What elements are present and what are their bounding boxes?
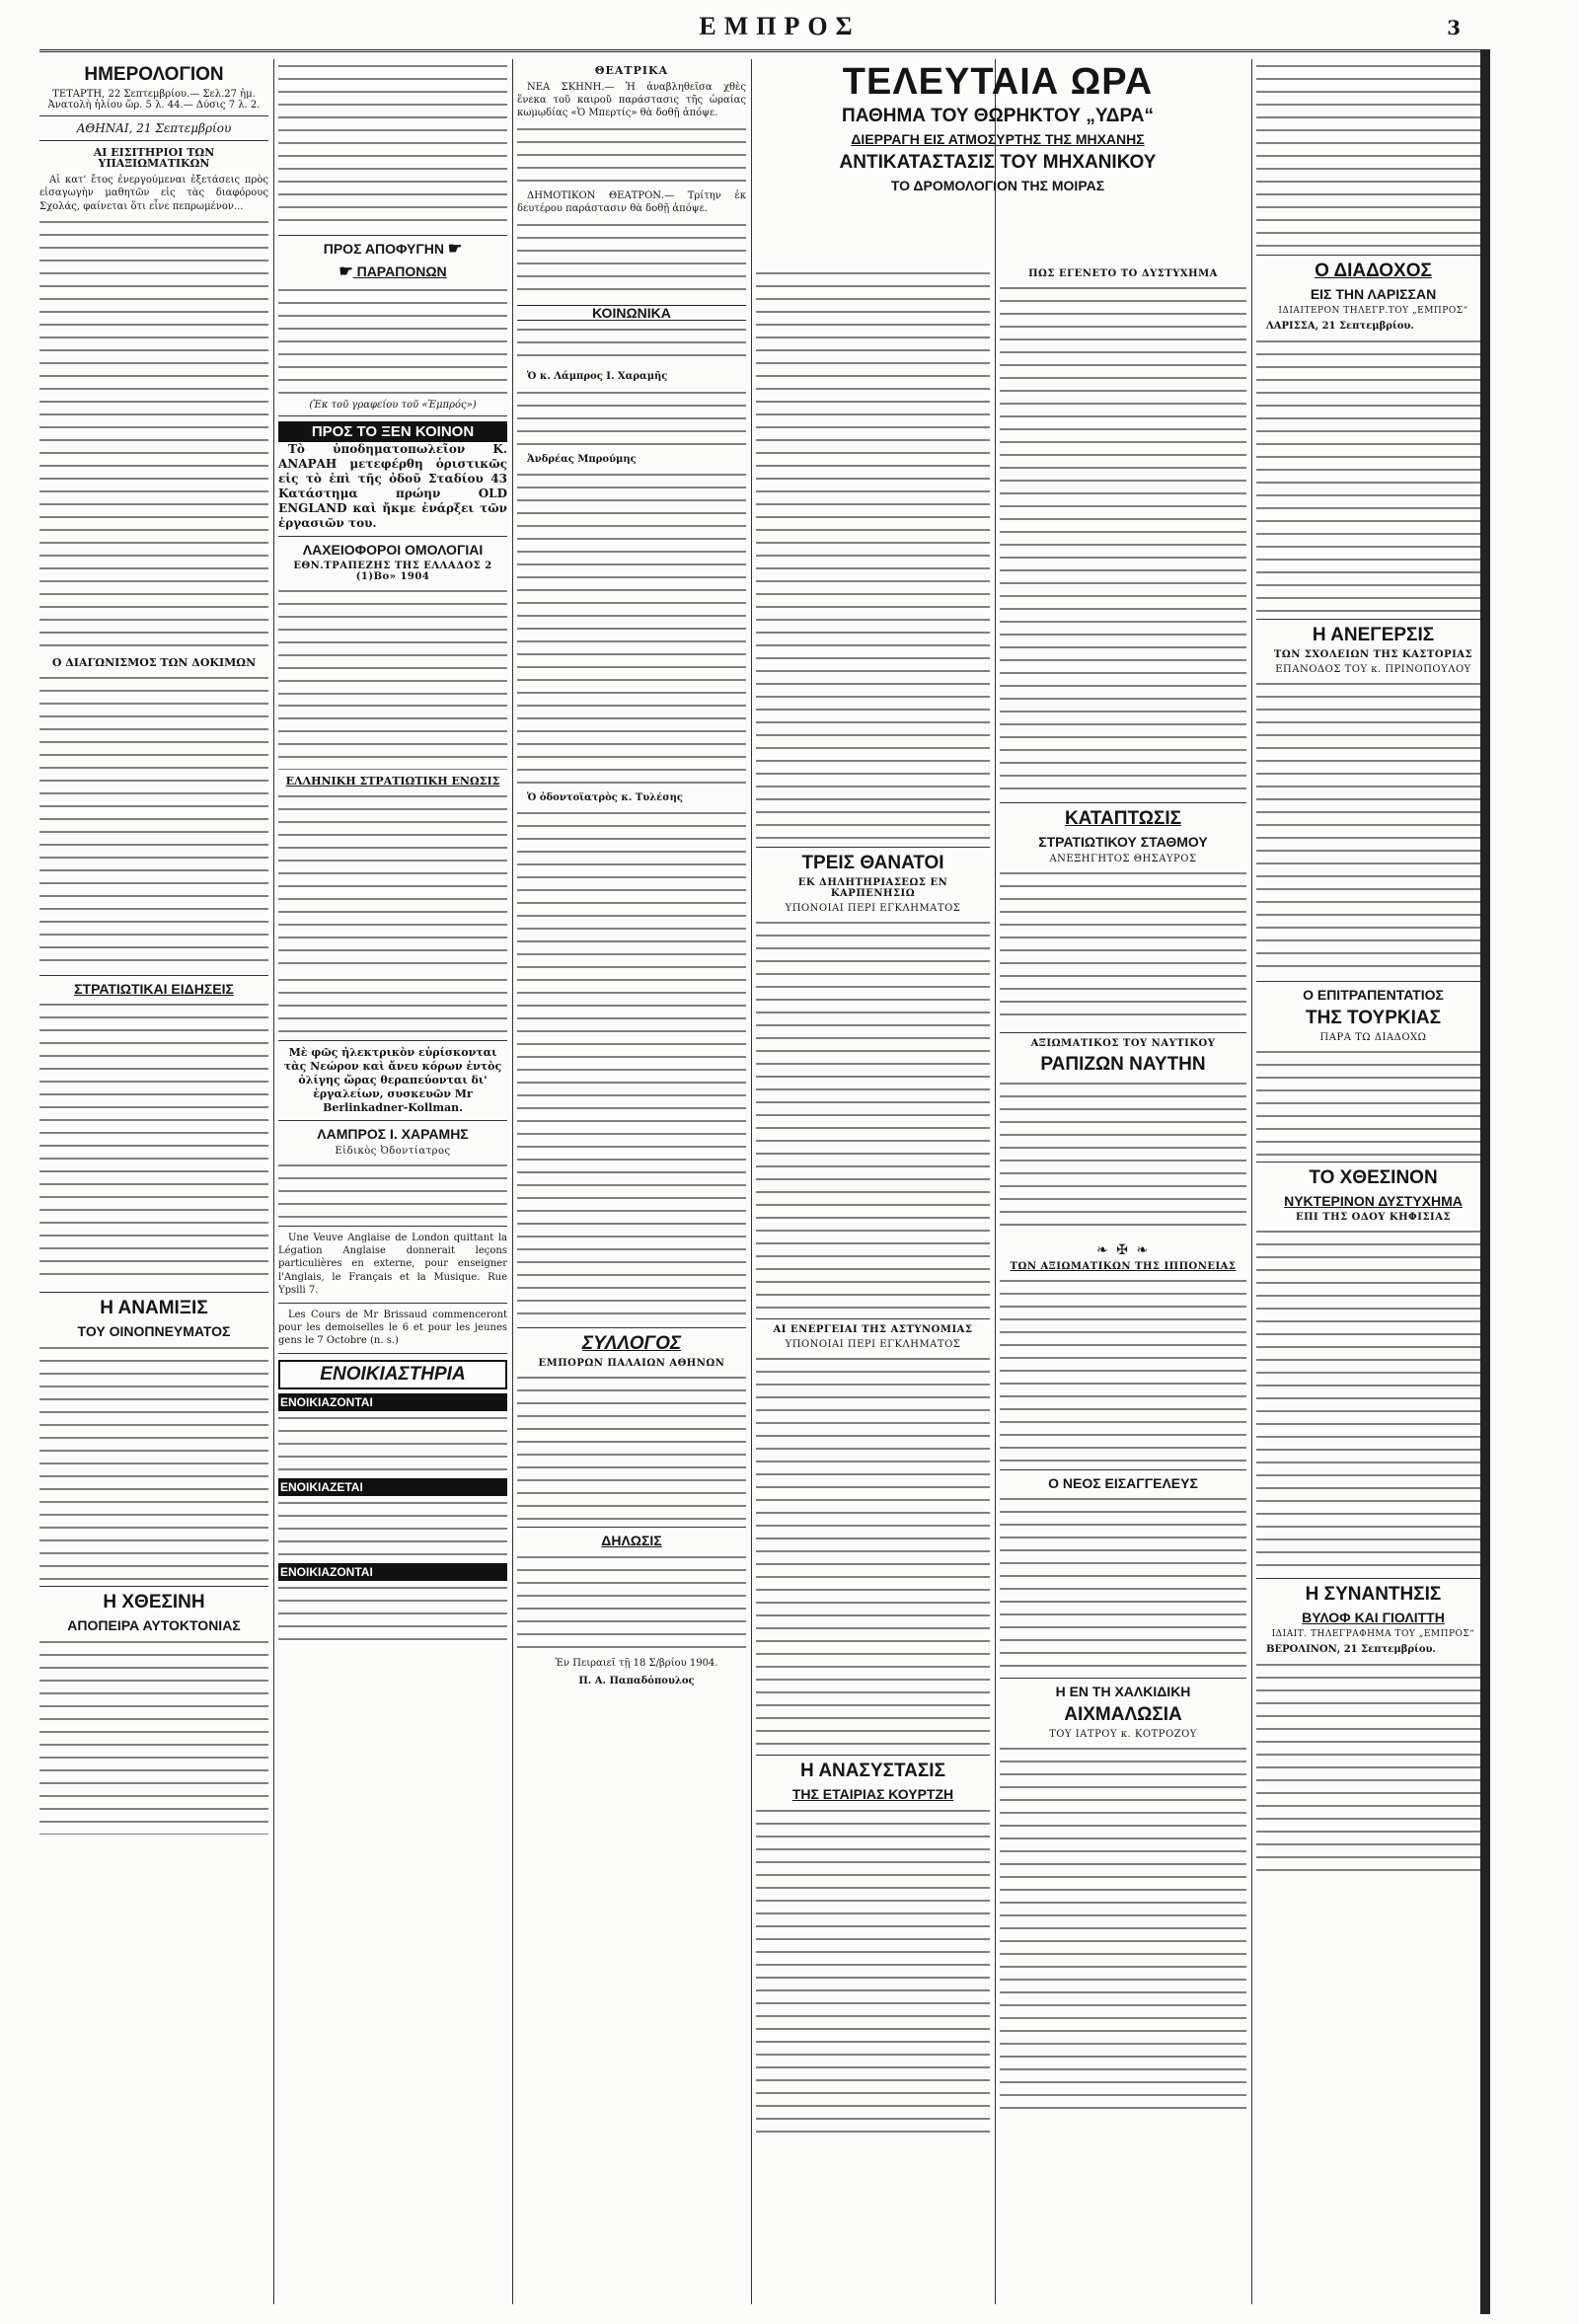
article-body (517, 220, 746, 299)
pointing-hand-icon: ☛ (447, 241, 463, 258)
article-body (517, 325, 746, 364)
article-heading: ΑΙ ΕΝΕΡΓΕΙΑΙ ΤΗΣ ΑΣΤΥΝΟΜΙΑΣ (773, 1323, 973, 1335)
article-heading: ΣΤΡΑΤΙΩΤΙΚΑΙ ΕΙΔΗΣΕΙΣ (74, 980, 234, 997)
article-heading: Ο ΝΕΟΣ ΕΙΣΑΓΓΕΛΕΥΣ (1048, 1474, 1198, 1491)
newspaper-title: ΕΜΠΡΟΣ (699, 12, 861, 40)
banner-subheading: ΑΝΤΙΚΑΤΑΣΤΑΣΙΣ ΤΟΥ ΜΗΧΑΝΙΚΟΥ (839, 151, 1157, 173)
article-body (517, 388, 746, 447)
article-body (39, 1343, 268, 1580)
article-body (1256, 679, 1490, 975)
article-body (1000, 1276, 1246, 1463)
article-subheading: ΑΠΟΠΕΙΡΑ ΑΥΤΟΚΤΟΝΙΑΣ (67, 1617, 241, 1634)
ad-body (278, 1583, 507, 1642)
masthead (39, 10, 1490, 52)
article-subheading: ΥΠΟΝΟΙΑΙ ΠΕΡΙ ΕΓΚΛΗΜΑΤΟΣ (785, 902, 961, 914)
calendar-date-line: ΤΕΤΑΡΤΗ, 22 Σεπτεμβρίου.— Σελ.27 ἡμ. Ἀνατολὴ ἡλίου ὥρ. 5 λ. 44.— Δύσις 7 λ. 2. (47, 88, 261, 111)
ad-body (278, 975, 507, 1034)
article-body (756, 918, 990, 1312)
ad-subheading-text: ΠΑΡΑΠΟΝΩΝ (356, 262, 447, 279)
article-heading: Ο ΔΙΑΓΩΝΙΣΜΟΣ ΤΩΝ ΔΟΚΙΜΩΝ (51, 656, 257, 670)
article-subheading: ΕΠΙ ΤΗΣ ΟΔΟΥ ΚΗΦΙΣΙΑΣ (1295, 1212, 1452, 1224)
notice-date: Ἐν Πειραιεῖ τῇ 18 Σ/βρίου 1904. (555, 1658, 718, 1670)
rental-item: ΕΝΟΙΚΙΑΖΟΝΤΑΙ (278, 1393, 507, 1411)
article-heading: ΠΩΣ ΕΓΕΝΕΤΟ ΤΟ ΔΥΣΤΥΧΗΜΑ (1028, 268, 1218, 279)
dateline: ΛΑΡΙΣΣΑ, 21 Σεπτεμβρίου. (1266, 320, 1414, 332)
column-2 (278, 59, 507, 2314)
pointing-hand-icon: ☛ (338, 262, 353, 280)
article-subheading: ΒΥΛΟΦ ΚΑΙ ΓΙΟΛΙΤΤΗ (1302, 1610, 1445, 1626)
banner-subheading: ΤΟ ΔΡΟΜΟΛΟΓΙΟΝ ΤΗΣ ΜΟΙΡΑΣ (890, 177, 1105, 193)
article-body (517, 808, 746, 1321)
wire-label: ΙΔΙΑΙΤ. ΤΗΛΕΓΡΑΦΗΜΑ ΤΟΥ „ΕΜΠΡΟΣ“ (1271, 1628, 1475, 1639)
article-body (517, 124, 746, 184)
social-person: Ἀνδρέας Μπρούμης (527, 453, 637, 465)
column-rule (512, 59, 513, 2304)
article-body (1256, 1660, 1490, 1877)
ad-body: Τὸ ὑποδηματοπωλεῖον Κ. ΑΝΑΡΑΗ μετεφέρθη ὁριστικῶς εἰς τὸ ἐπὶ τῆς ὁδοῦ Σταδίου 43 Κατάστημα πρώην OLD ENGLAND καὶ ἤκμε ἐνάρξει τῶν ἐργασιῶν του. (278, 441, 507, 530)
ad-body (278, 791, 507, 969)
place-date: ΑΘΗΝΑΙ, 21 Σεπτεμβρίου (76, 120, 232, 135)
article-body (39, 673, 268, 969)
article-subheading: ΕΠΑΝΟΔΟΣ ΤΟΥ κ. ΠΡΙΝΟΠΟΥΛΟΥ (1275, 663, 1471, 675)
ad-body: Μὲ φῶς ἠλεκτρικὸν εὑρίσκονται τὰς Νεώρον καὶ ἄνευ κόρων ἐντὸς ὀλίγης ὥρας θεραπεύονται δι' ἐργαλείων, συσκευῶν Mr Berlinkadner-Kollman. (283, 1045, 502, 1114)
notice-heading: ΔΗΛΩΣΙΣ (601, 1533, 662, 1549)
article-subheading: ΝΥΚΤΕΡΙΝΟΝ ΔΥΣΤΥΧΗΜΑ (1284, 1192, 1463, 1209)
column-3 (517, 59, 746, 2314)
article-body (1256, 1047, 1490, 1156)
article-heading: ΑΙ ΕΙΣΙΤΗΡΙΟΙ ΤΩΝ ΥΠΑΞΙΩΜΑΤΙΚΩΝ (93, 145, 215, 171)
column-rule (751, 59, 752, 2304)
notice-signature: Π. Α. Παπαδόπουλος (578, 1675, 695, 1687)
article-heading: Η ΧΘΕΣΙΝΗ (103, 1592, 205, 1613)
ad-body-french: Les Cours de Mr Brissaud commenceront pour les demoiselles le 6 et pour les jeunes gens le 7 Octobre (n. s.) (278, 1309, 507, 1347)
ad-heading (278, 242, 507, 259)
article-body (1000, 868, 1246, 1026)
article-body (756, 1806, 990, 2141)
theatre-item: ΝΕΑ ΣΚΗΝΗ.— Ἡ ἀναβληθεῖσα χθὲς ἕνεκα τοῦ καιροῦ παράστασις τῆς ὡραίας κωμῳδίας «Ὁ Μπερτίς» θὰ δοθῇ ἀπόψε. (517, 81, 746, 119)
social-person: Ὁ ὀδοντοϊατρὸς κ. Τυλέσης (527, 792, 683, 804)
article-body (1256, 61, 1490, 249)
article-heading: Η ΑΝΕΓΕΡΣΙΣ (1312, 625, 1435, 646)
article-body (517, 470, 746, 786)
article-heading: Ο ΕΠΙΤΡΑΠΕΝΤΑΤΙΟΣ (1303, 986, 1444, 1003)
article-subheading: ΤΩΝ ΣΧΟΛΕΙΩΝ ΤΗΣ ΚΑΣΤΟΡΙΑΣ (1273, 648, 1473, 660)
ornament-divider: ❧ ✠ ❧ (1095, 1241, 1151, 1258)
ad-heading: ΕΝΟΙΚΙΑΣΤΗΡΙΑ (278, 1360, 507, 1389)
article-body (1000, 283, 1246, 796)
article-body (39, 1000, 268, 1286)
page-edge-shadow (1480, 49, 1490, 2314)
article-body (1000, 1744, 1246, 2119)
article-body (1000, 1494, 1246, 1672)
ad-heading: ΛΑΧΕΙΟΦΟΡΟΙ ΟΜΟΛΟΓΙΑΙ (302, 541, 484, 558)
article-heading: Η ΑΝΑΣΥΣΤΑΣΙΣ (800, 1760, 945, 1781)
ad-note: (Ἐκ τοῦ γραφείου τοῦ «Ἐμπρός») (309, 399, 477, 411)
article-body (278, 61, 507, 229)
column-rule (273, 59, 274, 2304)
ad-subheading: ΕΜΠΟΡΩΝ ΠΑΛΑΙΩΝ ΑΘΗΝΩΝ (538, 1358, 725, 1370)
ad-heading: ΕΛΛΗΝΙΚΗ ΣΤΡΑΤΙΩΤΙΚΗ ΕΝΩΣΙΣ (285, 775, 500, 788)
ad-body (278, 701, 507, 770)
article-subheading: ΡΑΠΙΖΩΝ ΝΑΥΤΗΝ (1040, 1053, 1206, 1075)
article-subheading: ΤΗΣ ΤΟΥΡΚΙΑΣ (1306, 1007, 1441, 1028)
article-body (39, 217, 268, 651)
article-heading: ΑΞΙΩΜΑΤΙΚΟΣ ΤΟΥ ΝΑΥΤΙΚΟΥ (1030, 1037, 1216, 1049)
ad-body (278, 586, 507, 695)
ad-subheading: ΕΘΝ.ΤΡΑΠΕΖΗΣ ΤΗΣ ΕΛΛΑΔΟΣ 2 (1)Βο» 1904 (293, 561, 492, 583)
article-subheading: ΕΚ ΔΗΛΗΤΗΡΙΑΣΕΩΣ ΕΝ ΚΑΡΠΕΝΗΣΙΩ (797, 876, 948, 899)
ad-subheading (278, 264, 507, 281)
page-number: 3 (1447, 16, 1461, 39)
article-subheading: ΣΤΡΑΤΙΩΤΙΚΟΥ ΣΤΑΘΜΟΥ (1038, 833, 1208, 850)
ad-body (278, 1413, 507, 1472)
article-body (756, 1354, 990, 1749)
section-title-social: ΚΟΙΝΩΝΙΚΑ (517, 305, 746, 322)
ad-heading-text: ΠΡΟΣ ΑΠΟΦΥΓΗΝ (323, 241, 445, 257)
ad-body (517, 1373, 746, 1521)
article-body (756, 268, 990, 841)
article-heading: ΚΑΤΑΠΤΩΣΙΣ (1064, 808, 1182, 829)
dateline: ΒΕΡΟΛΙΝΟΝ, 21 Σεπτεμβρίου. (1266, 1643, 1436, 1655)
ad-body-french: Une Veuve Anglaise de London quittant la Légation Anglaise donnerait leçons particulières en externe, pour enseigner l'Anglais, le Français et la Musique. Rue Ypsili 7. (278, 1232, 507, 1297)
article-heading: ΤΟ ΧΘΕΣΙΝΟΝ (1309, 1166, 1438, 1188)
article-body (1256, 337, 1490, 613)
article-body (1000, 1079, 1246, 1237)
wire-label: ΙΔΙΑΙΤΕΡΟΝ ΤΗΛΕΓΡ.ΤΟΥ „ΕΜΠΡΟΣ“ (1278, 305, 1468, 316)
article-lead: Αἱ κατ' ἔτος ἐνεργούμεναι ἐξετάσεις πρὸς εἰσαγωγὴν μαθητῶν εἰς τὰς διαφόρους Σχολάς, φαίνεται ὅτι εἶνε πεπρωμένον... (39, 175, 268, 212)
section-title-calendar: ΗΜΕΡΟΛΟΓΙΟΝ (84, 64, 224, 85)
article-subheading: ΑΙΧΜΑΛΩΣΙΑ (1064, 1703, 1182, 1725)
article-heading: Ο ΔΙΑΔΟΧΟΣ (1315, 261, 1432, 281)
banner-subheading: ΔΙΕΡΡΑΓΗ ΕΙΣ ΑΤΜΟΣΥΡΤΗΣ ΤΗΣ ΜΗΧΑΝΗΣ (851, 130, 1145, 147)
banner-subheading: ΠΑΘΗΜΑ ΤΟΥ ΘΩΡΗΚΤΟΥ „ΥΔΡΑ“ (842, 106, 1154, 126)
article-heading: Η ΕΝ ΤΗ ΧΑΛΚΙΔΙΚΗ (1055, 1684, 1191, 1700)
article-subheading: ΕΙΣ ΤΗΝ ΛΑΡΙΣΣΑΝ (1310, 285, 1437, 302)
article-heading: ΤΩΝ ΑΞΙΩΜΑΤΙΚΩΝ ΤΗΣ ΙΠΠΟΝΕΙΑΣ (1010, 1260, 1237, 1272)
article-heading: Η ΑΝΑΜΙΞΙΣ (100, 1298, 208, 1319)
ad-heading: ΣΥΛΛΟΓΟΣ (581, 1333, 682, 1355)
article-subheading: ΠΑΡΑ ΤΩ ΔΙΑΔΟΧΩ (1319, 1031, 1427, 1043)
column-4 (756, 266, 990, 2314)
rental-item: ΕΝΟΙΚΙΑΖΟΝΤΑΙ (278, 1563, 507, 1581)
newspaper-page (39, 10, 1490, 2314)
ad-body (278, 1498, 507, 1557)
article-heading: Η ΣΥΝΑΝΤΗΣΙΣ (1305, 1584, 1442, 1606)
article-subheading: ΤΟΥ ΟΙΝΟΠΝΕΥΜΑΤΟΣ (77, 1323, 231, 1340)
ad-body (278, 285, 507, 394)
article-body (39, 1637, 268, 1835)
banner-headline: ΤΕΛΕΥΤΑΙΑ ΩΡΑ (842, 61, 1154, 103)
column-6 (1256, 59, 1490, 2314)
ad-heading-inverted: ΠΡΟΣ ΤΟ ΞΕΝ ΚΟΙΝΟΝ (278, 421, 507, 442)
ad-body (278, 1161, 507, 1220)
article-body (1256, 1227, 1490, 1572)
article-subheading: ΤΟΥ ΙΑΤΡΟΥ κ. ΚΟΤΡΟΖΟΥ (1049, 1728, 1197, 1740)
rental-item: ΕΝΟΙΚΙΑΖΕΤΑΙ (278, 1478, 507, 1496)
theatre-item: ΔΗΜΟΤΙΚΟΝ ΘΕΑΤΡΟΝ.— Τρίτην ἐκ δευτέρου παράστασιν θὰ δοθῇ ἀπόψε. (517, 189, 746, 215)
ad-subheading: Εἰδικὸς Ὀδοντίατρος (335, 1145, 451, 1157)
article-heading: ΤΡΕΙΣ ΘΑΝΑΤΟΙ (801, 853, 944, 873)
section-title-theatre: ΘΕΑΤΡΙΚΑ (594, 64, 669, 77)
social-person: Ὁ κ. Λάμπρος Ι. Χαραμῆς (527, 371, 668, 383)
column-rule (1251, 59, 1252, 2304)
column-5 (1000, 266, 1246, 2314)
article-subheading: ΤΗΣ ΕΤΑΙΡΙΑΣ ΚΟΥΡΤΖΗ (791, 1785, 954, 1802)
article-subheading: ΑΝΕΞΗΓΗΤΟΣ ΘΗΣΑΥΡΟΣ (1049, 853, 1197, 864)
notice-body (517, 1552, 746, 1651)
ad-heading: ΛΑΜΠΡΟΣ Ι. ΧΑΡΑΜΗΣ (317, 1125, 469, 1142)
article-subheading: ΥΠΟΝΟΙΑΙ ΠΕΡΙ ΕΓΚΛΗΜΑΤΟΣ (785, 1338, 961, 1350)
column-1 (39, 59, 268, 2314)
